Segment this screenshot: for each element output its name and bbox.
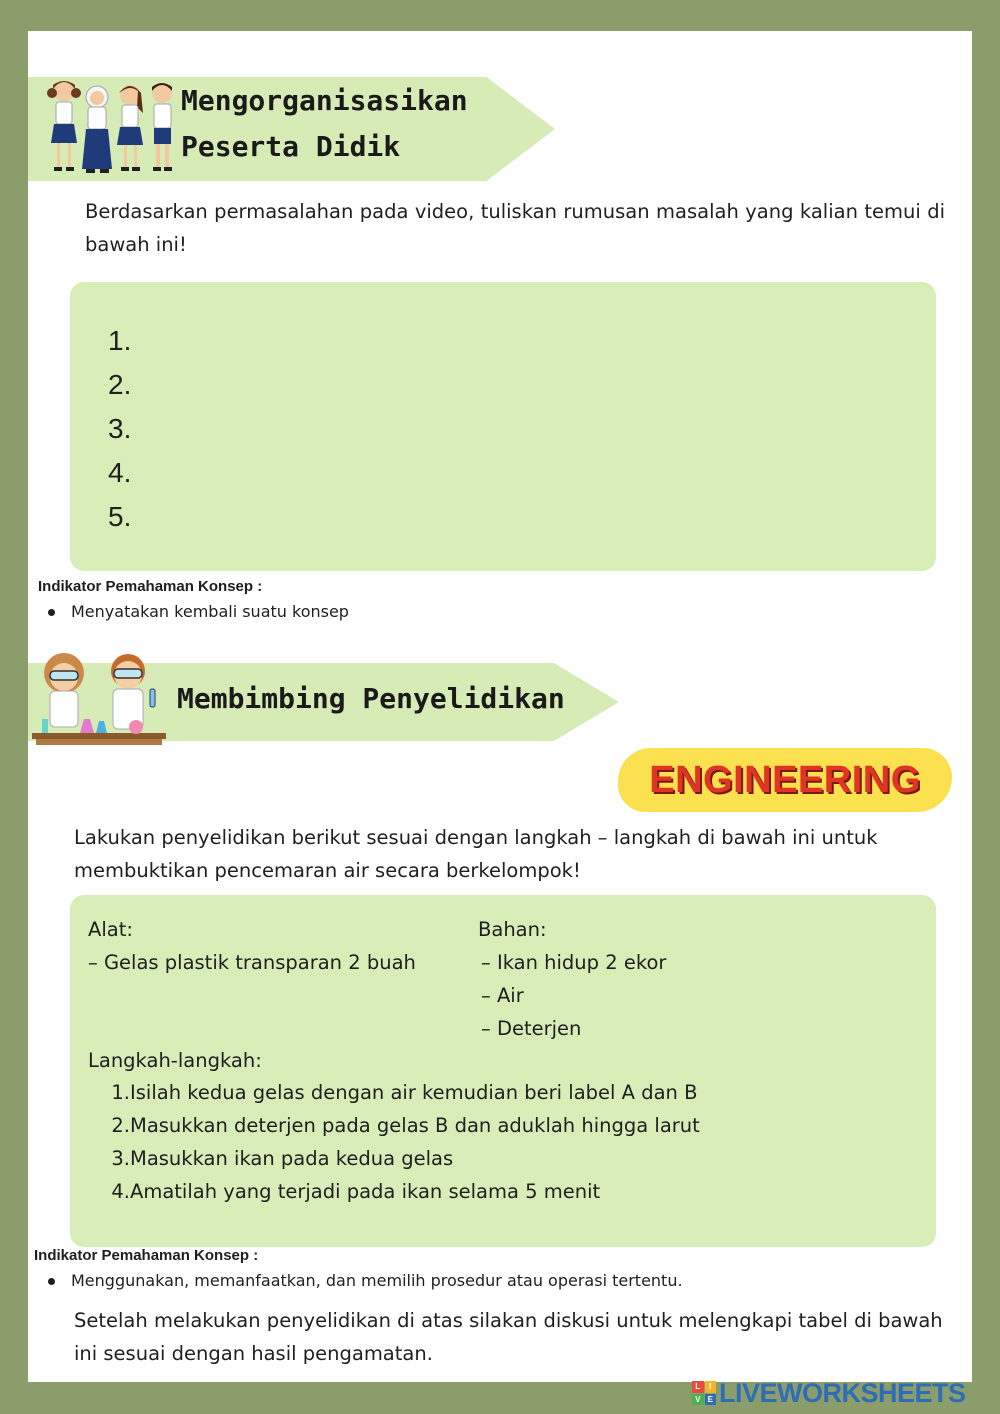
indicator-title-1: Indikator Pemahaman Konsep : — [38, 578, 263, 595]
indicator-item-1: Menyatakan kembali suatu konsep — [48, 602, 349, 621]
scientists-illustration — [32, 645, 166, 749]
alat-label: Alat: — [88, 918, 133, 941]
list-item: 2. — [108, 369, 132, 400]
bahan-item: – Ikan hidup 2 ekor — [481, 951, 667, 974]
step-item: 3.Masukkan ikan pada kedua gelas — [111, 1147, 454, 1170]
indicator-title-2: Indikator Pemahaman Konsep : — [34, 1247, 259, 1264]
engineering-label: ENGINEERING — [649, 758, 921, 801]
step-item: 1.Isilah kedua gelas dengan air kemudian beri label A dan B — [111, 1081, 698, 1104]
section1-title-line2: Peserta Didik — [181, 130, 401, 163]
answer-list — [108, 319, 131, 539]
list-item: 4. — [108, 457, 132, 488]
worksheet-page — [28, 31, 972, 1382]
langkah-label: Langkah-langkah: — [88, 1049, 262, 1072]
section1-instruction: Berdasarkan permasalahan pada video, tuliskan rumusan masalah yang kalian temui di bawah ini! — [85, 200, 945, 256]
steps-list — [108, 1076, 700, 1208]
list-item: 5. — [108, 501, 132, 532]
list-item: 3. — [108, 413, 132, 444]
bahan-label: Bahan: — [478, 918, 547, 941]
section1-title-line1: Mengorganisasikan — [181, 84, 468, 117]
bahan-item: – Deterjen — [481, 1017, 582, 1040]
bullet-icon — [48, 609, 55, 616]
liveworksheets-logo — [692, 1378, 966, 1408]
students-illustration — [42, 77, 182, 181]
section2-instruction: Lakukan penyelidikan berikut sesuai dengan langkah – langkah di bawah ini untuk membuktikan pencemaran air secara berkelompok! — [74, 826, 878, 882]
engineering-badge — [618, 748, 952, 812]
liveworksheets-icon: L I V E — [692, 1381, 716, 1405]
bahan-item: – Air — [481, 984, 524, 1007]
list-item: 1. — [108, 325, 132, 356]
section2-closing: Setelah melakukan penyelidikan di atas silakan diskusi untuk melengkapi tabel di bawah ini sesuai dengan hasil pengamatan. — [74, 1309, 943, 1365]
indicator-item-2: Menggunakan, memanfaatkan, dan memilih prosedur atau operasi tertentu. — [48, 1271, 683, 1290]
section2-title: Membimbing Penyelidikan — [177, 682, 565, 715]
answer-box — [70, 282, 936, 571]
step-item: 4.Amatilah yang terjadi pada ikan selama 5 menit — [111, 1180, 601, 1203]
bullet-icon — [48, 1278, 55, 1285]
liveworksheets-brand: LIVEWORKSHEETS — [719, 1377, 966, 1408]
step-item: 2.Masukkan deterjen pada gelas B dan aduklah hingga larut — [111, 1114, 700, 1137]
alat-item: – Gelas plastik transparan 2 buah — [88, 951, 416, 974]
